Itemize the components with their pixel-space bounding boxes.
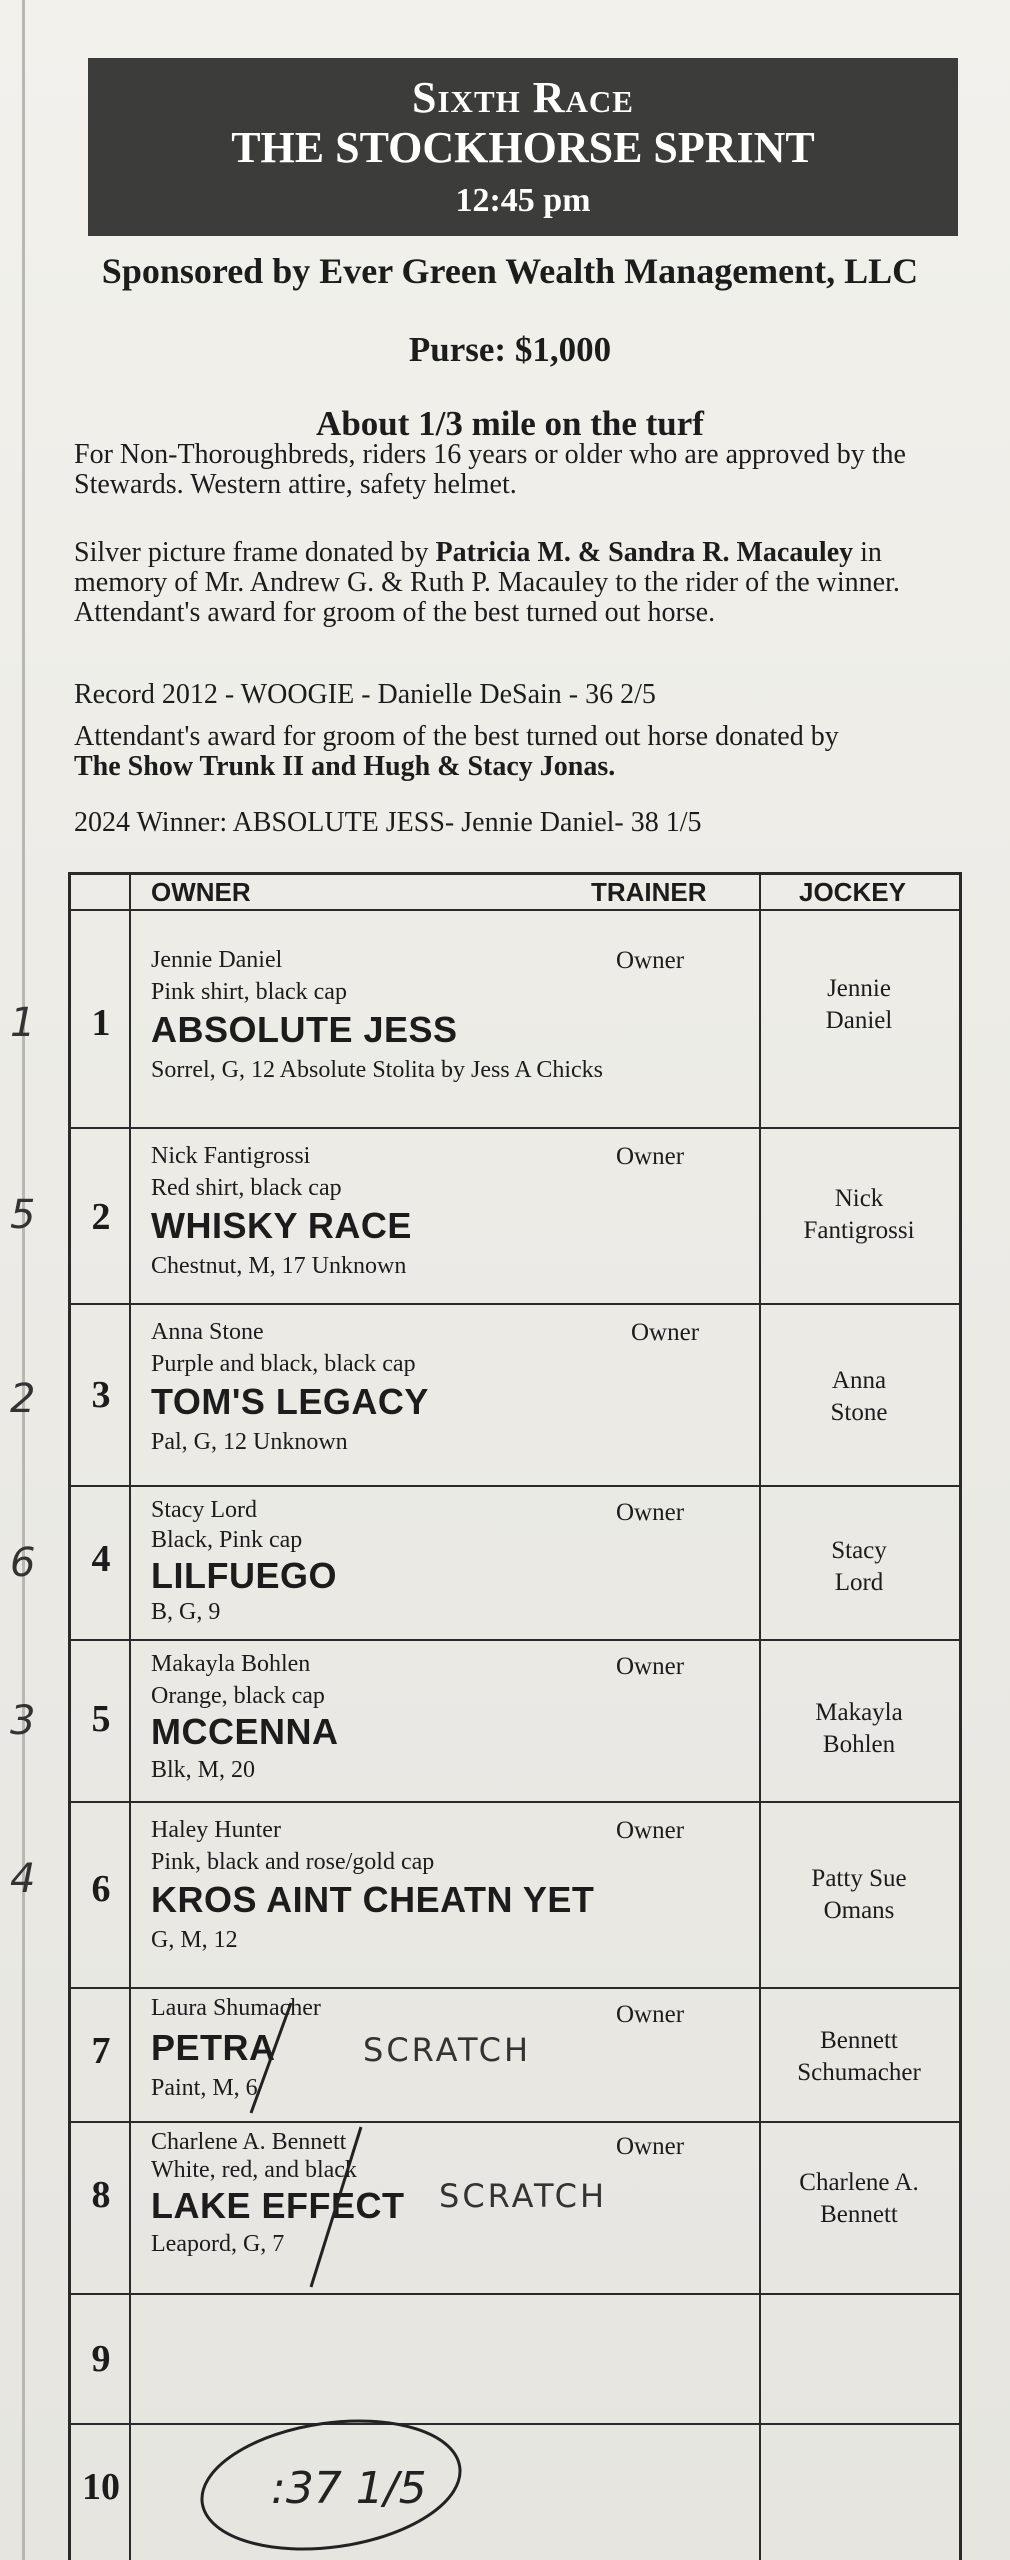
track-record: Record 2012 - WOOGIE - Danielle DeSain - 36 2/5 [74,679,656,710]
entry-description: Pal, G, 12 Unknown [151,1429,348,1455]
entry-trainer: Owner [616,1817,685,1844]
finish-mark: 1 [10,1000,36,1046]
attendant-award [74,722,964,782]
table-row [71,911,959,1127]
entry-trainer: Owner [616,947,685,974]
entry-trainer: Owner [616,1499,685,1526]
jockey-last: Lord [834,1569,884,1596]
entry-description: G, M, 12 [151,1927,238,1953]
scratch-strike [71,2123,959,2293]
jockey-first: Stacy [831,1537,887,1564]
entry-jockey [759,973,959,1037]
entry-description: B, G, 9 [151,1599,221,1625]
race-header [88,58,958,236]
scratch-strike [71,1989,959,2121]
entry-horse: ABSOLUTE JESS [151,1009,458,1050]
jockey-first: Jennie [827,975,891,1002]
table-row [71,1487,959,1639]
entry-jockey [759,1535,959,1599]
table-row [71,1803,959,1987]
attendant-text: Attendant's award for groom of the best turned out horse donated by [74,721,839,752]
jockey-first: Anna [831,1367,887,1394]
entry-colors: White, red, and black [151,2157,357,2183]
entry-horse: KROS AINT CHEATN YET [151,1879,595,1920]
table-row [71,2123,959,2293]
header-trainer: TRAINER [591,877,707,907]
entry-number: 8 [91,2174,111,2216]
entry-number: 6 [91,1868,111,1910]
attendant-donors: The Show Trunk II and Hugh & Stacy Jonas. [74,751,616,782]
entry-jockey [759,1183,959,1247]
entry-trainer: Owner [616,1143,685,1170]
scratch-note: SCRATCH [439,2177,608,2215]
entry-owner: Laura Shumacher [151,1995,321,2021]
trophy-prefix: Silver picture frame donated by [74,537,436,568]
jockey-last: Bennett [820,2201,898,2228]
entry-description: Blk, M, 20 [151,1757,256,1783]
table-row [71,2425,959,2560]
page-fold-edge [22,0,25,2560]
entry-description: Chestnut, M, 17 Unknown [151,1253,407,1279]
entry-owner: Charlene A. Bennett [151,2129,347,2155]
entry-jockey [759,1697,959,1761]
jockey-last: Omans [823,1897,895,1924]
trophy-paragraph [74,538,964,628]
entry-colors: Pink shirt, black cap [151,979,347,1005]
purse: Purse: $1,000 [408,330,612,369]
header-jockey: JOCKEY [799,877,906,907]
race-name: THE STOCKHORSE SPRINT [231,123,815,172]
post-time: 12:45 pm [455,182,591,219]
distance: About 1/3 mile on the turf [316,404,704,443]
jockey-first: Makayla [815,1699,903,1726]
entry-trainer: Owner [631,1319,700,1346]
entry-horse: WHISKY RACE [151,1205,412,1246]
entry-trainer: Owner [616,1653,685,1680]
table-row [71,1989,959,2121]
scratch-note: SCRATCH [363,2031,532,2069]
entry-jockey [759,1365,959,1429]
entry-number: 3 [91,1374,111,1416]
jockey-last: Schumacher [797,2059,921,2086]
entry-horse: LAKE EFFECT [151,2185,405,2226]
jockey-first: Charlene A. [799,2169,919,2196]
entry-horse: LILFUEGO [151,1555,337,1596]
entry-trainer: Owner [616,2133,685,2160]
entry-number: 7 [91,2030,111,2072]
entry-description: Sorrel, G, 12 Absolute Stolita by Jess A Chicks [151,1057,604,1083]
entry-owner: Anna Stone [151,1319,264,1345]
jockey-last: Daniel [825,1007,893,1034]
table-row [71,1305,959,1485]
jockey-last: Fantigrossi [803,1217,915,1244]
trophy-suffix: in memory of Mr. Andrew G. & Ruth P. Macauley to the rider of the winner. Attendant's award for groom of the best turned out horse. [74,537,900,628]
trophy-donors: Patricia M. & Sandra R. Macauley [435,537,854,568]
entry-colors: Red shirt, black cap [151,1175,342,1201]
jockey-first: Bennett [820,2027,898,2054]
entry-owner: Jennie Daniel [151,947,283,973]
entry-number: 4 [91,1538,111,1580]
entry-colors: Orange, black cap [151,1683,325,1709]
last-winner: 2024 Winner: ABSOLUTE JESS- Jennie Daniel- 38 1/5 [74,807,702,838]
finish-mark: 3 [10,1698,36,1744]
entry-owner: Nick Fantigrossi [151,1143,311,1169]
entry-number: 5 [91,1698,111,1740]
entry-trainer: Owner [616,2001,685,2028]
entry-number: 1 [91,1002,111,1044]
conditions: For Non-Thoroughbreds, riders 16 years or older who are approved by the Stewards. Western attire, safety helmet. [74,439,906,500]
jockey-first: Nick [834,1185,884,1212]
entry-horse: MCCENNA [151,1711,339,1752]
finish-mark: 4 [10,1856,36,1902]
handwritten-time: :37 1/5 [271,2463,427,2514]
jockey-first: Patty Sue [811,1865,907,1892]
entry-number: 2 [91,1196,111,1238]
entry-owner: Stacy Lord [151,1497,257,1523]
entry-owner: Haley Hunter [151,1817,281,1843]
entry-colors: Black, Pink cap [151,1527,303,1553]
entry-number: 10 [82,2466,120,2508]
time-circle [71,2425,959,2560]
table-row [71,2295,959,2423]
entry-colors: Purple and black, black cap [151,1351,416,1377]
finish-mark: 6 [10,1540,36,1586]
table-row [71,1129,959,1303]
entry-description: Paint, M, 6 [151,2075,258,2101]
entry-colors: Pink, black and rose/gold cap [151,1849,435,1875]
entry-jockey [759,1863,959,1927]
finish-mark: 5 [10,1192,36,1238]
table-row [71,1641,959,1801]
entry-horse: PETRA [151,2027,276,2068]
entry-description: Leapord, G, 7 [151,2231,285,2257]
jockey-last: Stone [830,1399,888,1426]
entry-horse: TOM'S LEGACY [151,1381,429,1422]
entry-owner: Makayla Bohlen [151,1651,311,1677]
race-number: Sixth Race [412,73,634,122]
entry-number: 9 [91,2338,111,2380]
sponsor-line: Sponsored by Ever Green Wealth Management, LLC [101,251,919,291]
jockey-last: Bohlen [822,1731,896,1758]
finish-mark: 2 [10,1376,36,1422]
entries-table [68,872,962,2560]
header-owner: OWNER [151,877,251,907]
